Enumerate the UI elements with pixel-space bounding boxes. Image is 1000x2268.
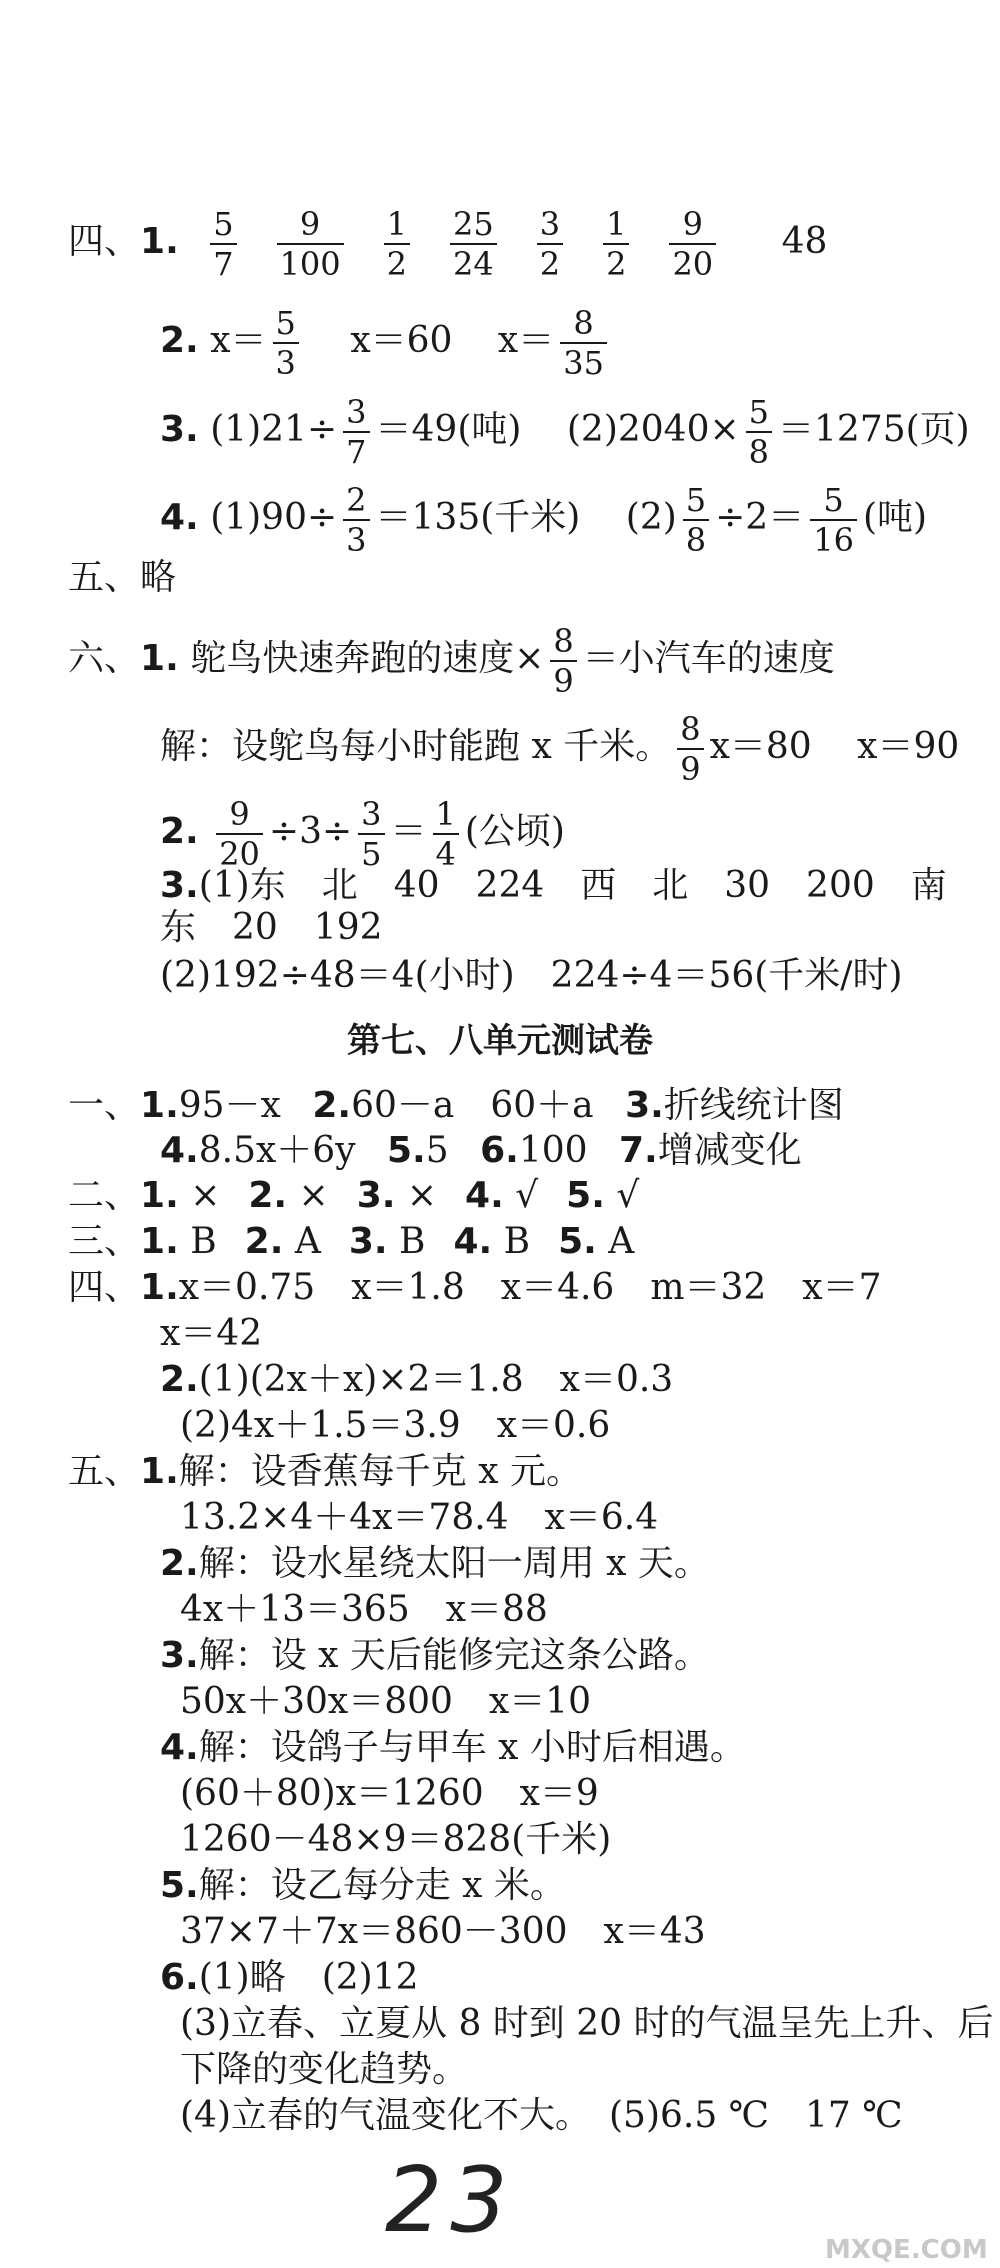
- u-r6-q1b: 13.2×4＋4x＝78.4 x＝6.4: [180, 1497, 659, 1538]
- numerator: 2: [343, 484, 369, 521]
- numerator: 3: [343, 396, 369, 433]
- denominator: 7: [346, 433, 367, 471]
- denominator: 7: [213, 245, 234, 283]
- s4-q2-line: 2. x＝ $\frac{5}{3}$ x＝60 x＝ $\frac{8}{35}$: [160, 307, 613, 379]
- answer-item: 1. ×: [140, 1175, 221, 1216]
- numerator: 9: [277, 208, 344, 245]
- answer-item: 4. B: [453, 1221, 531, 1262]
- fraction: [677, 710, 703, 788]
- denominator: 9: [680, 750, 701, 788]
- denominator: 2: [606, 245, 627, 283]
- s6-q3-line1: 3.(1)东 北 40 224 西 北 30 200 南: [160, 865, 947, 906]
- fraction: [810, 481, 857, 559]
- fraction: [210, 205, 236, 283]
- u-r6-q5b: 37×7＋7x＝860－300 x＝43: [180, 1911, 706, 1952]
- u-r6-q4c: 1260－48×9＝828(千米): [180, 1819, 612, 1860]
- page-number: 23: [385, 2148, 516, 2253]
- numerator: 9: [669, 208, 716, 245]
- denominator: 8: [685, 521, 707, 559]
- u-r3-line: 二、1. × 2. × 3. × 4. √ 5. √: [68, 1178, 667, 1214]
- numerator: 1: [603, 208, 629, 245]
- denominator: 8: [748, 433, 770, 471]
- denominator: 4: [435, 835, 456, 873]
- numerator: 8: [560, 307, 607, 344]
- numerator: 5: [273, 307, 299, 344]
- s6-q3-line2: 东 20 192: [160, 907, 383, 948]
- s6-q1-solution: 解：设鸵鸟每小时能跑 x 千米。 $\frac{8}{9}$ x＝80 x＝90: [160, 710, 960, 788]
- u-r6-q1a: 五、1.解：设香蕉每千克 x 元。: [68, 1451, 582, 1492]
- answer-item: 2. A: [244, 1221, 321, 1262]
- fraction: [603, 205, 629, 283]
- u-r6-q4a: 4.解：设鸽子与甲车 x 小时后相遇。: [160, 1727, 746, 1768]
- numerator: 8: [677, 713, 703, 750]
- fraction: [343, 481, 369, 559]
- denominator: 3: [346, 521, 367, 559]
- denominator: 16: [813, 521, 854, 559]
- fraction: [384, 205, 410, 283]
- u-r6-q5a: 5.解：设乙每分走 x 米。: [160, 1865, 566, 1906]
- fraction: [683, 481, 709, 559]
- u-r6-q6b: (3)立春、立夏从 8 时到 20 时的气温呈先上升、后: [180, 2003, 994, 2044]
- answer-item: 3. ×: [356, 1175, 438, 1216]
- fraction: [450, 205, 497, 283]
- u-r6-q3b: 50x＋30x＝800 x＝10: [180, 1681, 592, 1722]
- watermark: MXQE.COM: [825, 2235, 988, 2265]
- fraction: [273, 304, 299, 382]
- denominator: 35: [563, 344, 604, 382]
- fraction: [358, 795, 384, 873]
- denominator: 2: [539, 245, 561, 283]
- numerator: 3: [537, 208, 563, 245]
- fraction: [343, 393, 369, 471]
- fraction: [550, 622, 576, 700]
- fraction: [216, 795, 263, 873]
- u-r6-q2b: 4x＋13＝365 x＝88: [180, 1589, 548, 1630]
- denominator: 20: [219, 835, 260, 873]
- numerator: 1: [433, 798, 459, 835]
- denominator: 5: [361, 835, 382, 873]
- answer-item: 5. A: [558, 1221, 635, 1262]
- fraction: [537, 205, 563, 283]
- u-r4-line: 三、1. B 2. A 3. B 4. B 5. A: [68, 1224, 662, 1260]
- denominator: 3: [275, 344, 296, 382]
- u-r6-q6d: (4)立春的气温变化不大。 (5)6.5 ℃ 17 ℃: [180, 2095, 903, 2136]
- answer-item: 3. B: [348, 1221, 426, 1262]
- answer-item: 1. B: [140, 1221, 217, 1262]
- u-r6-q4b: (60＋80)x＝1260 x＝9: [180, 1773, 599, 1814]
- numerator: 25: [450, 208, 497, 245]
- u-r6-q6c: 下降的变化趋势。: [180, 2049, 469, 2090]
- numerator: 5: [210, 208, 236, 245]
- s4-q4-line: 4. (1)90÷ $\frac{2}{3}$ ＝135(千米) (2) $\frac{5}{8}$ ÷2＝ $\frac{5}{16}$ (吨): [160, 481, 928, 559]
- u-r5-line2b: (2)4x＋1.5＝3.9 x＝0.6: [180, 1405, 611, 1446]
- fraction: [669, 205, 716, 283]
- fraction: [746, 393, 772, 471]
- answer-item: 5. √: [566, 1175, 640, 1216]
- u-r6-q6a: 6.(1)略 (2)12: [160, 1957, 419, 1998]
- answer-item: 4. √: [465, 1175, 539, 1216]
- numerator: 9: [216, 798, 263, 835]
- denominator: 2: [386, 245, 407, 283]
- denominator: 20: [672, 245, 714, 283]
- numerator: 5: [810, 484, 857, 521]
- u-r5-line2: 2.(1)(2x＋x)×2＝1.8 x＝0.3: [160, 1359, 674, 1400]
- u-r5-line1: 四、1.x＝0.75 x＝1.8 x＝4.6 m＝32 x＝7: [68, 1267, 882, 1308]
- fraction: [433, 795, 459, 873]
- s6-q1-line: 六、1. 鸵鸟快速奔跑的速度× $\frac{8}{9}$ ＝小汽车的速度: [68, 622, 835, 700]
- numerator: 3: [358, 798, 384, 835]
- section-title: 第七、八单元测试卷: [347, 1021, 653, 1061]
- u-r6-q3a: 3.解：设 x 天后能修完这条公路。: [160, 1635, 710, 1676]
- numerator: 8: [550, 625, 576, 662]
- u-r6-q2a: 2.解：设水星绕太阳一周用 x 天。: [160, 1543, 710, 1584]
- numerator: 5: [683, 484, 709, 521]
- denominator: 24: [453, 245, 494, 283]
- s5-line: 五、略: [68, 557, 177, 598]
- s6-q2-line: 2. $\frac{9}{20}$ ÷3÷ $\frac{3}{5}$ ＝ $\frac{1}{4}$ (公顷): [160, 795, 565, 873]
- answer-list: [140, 1175, 667, 1216]
- s6-q3-line3: (2)192÷48＝4(小时) 224÷4＝56(千米/时): [160, 955, 903, 996]
- answer-list: [140, 1221, 662, 1262]
- answer-item: 2. ×: [248, 1175, 329, 1216]
- u-r2-line: 4.8.5x＋6y 5.5 6.100 7.增减变化: [160, 1130, 802, 1171]
- u-r1-line: 一、1.95－x 2.60－a 60＋a 3.折线统计图: [68, 1085, 844, 1126]
- fraction: [560, 304, 607, 382]
- fraction: [277, 205, 344, 283]
- u-r5-line1b: x＝42: [160, 1313, 263, 1354]
- s4-q3-line: 3. (1)21÷ $\frac{3}{7}$ ＝49(吨) (2)2040× $\frac{5}{8}$ ＝1275(页): [160, 393, 970, 471]
- denominator: 100: [279, 245, 341, 283]
- numerator: 5: [746, 396, 772, 433]
- numerator: 1: [384, 208, 410, 245]
- denominator: 9: [553, 662, 574, 700]
- s4-q1-line: 四、1. $\frac{5}{7}$ $\frac{9}{100}$ $\frac{1}{2}$ $\frac{25}{24}$ $\frac{3}{2}$ $\frac{1}{2}$ $\frac{9}{20}$ 48: [68, 205, 828, 283]
